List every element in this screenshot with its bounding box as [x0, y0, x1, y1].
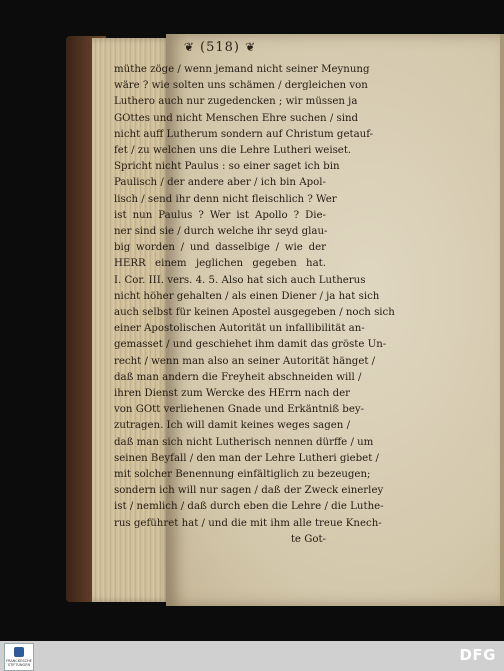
text-line: gemasset / und geschiehet ihm damit das gröste Un-	[114, 339, 387, 351]
text-line: big worden / und dasselbige / wie der	[114, 242, 326, 254]
text-line: ist nun Paulus ? Wer ist Apollo ? Die-	[114, 209, 326, 221]
text-line: daß man sich nicht Lutherisch nennen dürffe / um	[114, 436, 374, 448]
text-line: daß man andern die Freyheit abschneiden will /	[114, 371, 362, 383]
ornament-right-icon: ❦	[245, 40, 257, 54]
text-line: wäre ? wie solten uns schämen / dergleichen von	[114, 80, 368, 92]
text-line: nicht auff Lutherum sondern auf Christum getauf-	[114, 128, 374, 140]
text-line: Luthero auch nur zugedencken ; wir müssen ja	[114, 96, 358, 108]
text-line: rus geführet hat / und die mit ihm alle treue Knech-	[114, 517, 382, 529]
text-line: sondern ich will nur sagen / daß der Zweck einerley	[114, 485, 384, 497]
text-line: seinen Beyfall / den man der Lehre Lutheri giebet /	[114, 452, 379, 464]
logo-caption: FRANCKESCHE STIFTUNGEN	[6, 659, 32, 667]
page-right-edge	[500, 34, 504, 606]
text-line: auch selbst für keinen Apostel ausgegeben / noch sich	[114, 307, 395, 319]
text-line: mit solcher Benennung einfältiglich zu bezeugen;	[114, 469, 371, 481]
text-line: lisch / send ihr denn nicht fleischlich ? Wer	[114, 193, 337, 205]
text-line: HERR einem jeglichen gegeben hat.	[114, 258, 326, 270]
text-line: GOttes und nicht Menschen Ehre suchen / sind	[114, 112, 359, 124]
dfg-logo[interactable]: DFG	[459, 646, 496, 664]
crest-icon	[14, 647, 24, 657]
page-number: (518)	[200, 40, 240, 55]
text-line: ist / nemlich / daß durch eben die Lehre / die Luthe-	[114, 501, 384, 513]
text-line: ner sind sie / durch welche ihr seyd glau-	[114, 226, 328, 238]
text-line: Spricht nicht Paulus : so einer saget ich bin	[114, 161, 340, 173]
viewer-footer	[0, 641, 504, 671]
text-line: I. Cor. III. vers. 4. 5. Also hat sich auch Lutherus	[114, 274, 366, 286]
text-line: zutragen. Ich will damit keines weges sagen /	[114, 420, 351, 432]
page-body-text	[114, 62, 395, 548]
text-line: einer Apostolischen Autorität un infallibilität an-	[114, 323, 365, 335]
ornament-left-icon: ❦	[183, 40, 195, 54]
text-line: Paulisch / der andere aber / ich bin Apol-	[114, 177, 326, 189]
text-line: ihren Dienst zum Wercke des HErrn nach der	[114, 388, 351, 400]
text-line: recht / wenn man also an seiner Autorität hänget /	[114, 355, 376, 367]
text-line: von GOtt verliehenen Gnade und Erkäntniß bey-	[114, 404, 365, 416]
text-line: fet / zu welchen uns die Lehre Lutheri weiset.	[114, 145, 352, 157]
catchword: te Got-	[290, 533, 326, 545]
text-line: nicht höher gehalten / als einen Diener / ja hat sich	[114, 290, 380, 302]
page-header	[120, 40, 320, 55]
text-line: müthe zöge / wenn jemand nicht seiner Meynung	[114, 64, 370, 75]
francke-foundation-logo[interactable]	[4, 643, 34, 671]
